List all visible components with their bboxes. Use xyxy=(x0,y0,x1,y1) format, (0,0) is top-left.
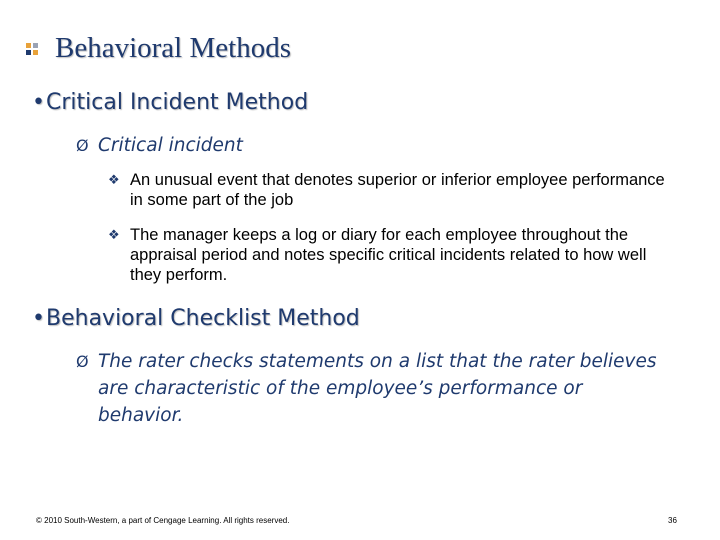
detail-point-text: An unusual event that denotes superior or inferior employee performance in some part of the job xyxy=(130,171,665,209)
diamond-bullet-icon: ❖ xyxy=(108,227,120,242)
arrow-bullet-icon: Ø xyxy=(76,136,89,155)
sub-point-text: The rater checks statements on a list that the rater believes are characteristic of the employee’s performance or behavior. xyxy=(98,351,657,426)
detail-point-1 xyxy=(108,170,668,210)
detail-point-text: The manager keeps a log or diary for each employee throughout the appraisal period and notes specific critical incidents related to how well they perform. xyxy=(130,226,647,284)
section-heading-text: Critical Incident Method xyxy=(46,90,309,115)
page-number: 36 xyxy=(668,516,677,525)
bullet-icon: • xyxy=(32,306,45,331)
section-heading-behavioral-checklist xyxy=(32,306,360,331)
title-icon-square-3 xyxy=(26,50,31,55)
sub-point-text: Critical incident xyxy=(98,135,243,156)
footer-copyright: © 2010 South-Western, a part of Cengage Learning. All rights reserved. xyxy=(36,516,290,525)
diamond-bullet-icon: ❖ xyxy=(108,172,120,187)
title-icon-square-4 xyxy=(33,50,38,55)
title-icon-square-1 xyxy=(26,43,31,48)
detail-point-2 xyxy=(108,225,668,285)
section-heading-critical-incident xyxy=(32,90,308,115)
slide-title: Behavioral Methods xyxy=(55,32,291,64)
sub-point-behavioral-checklist xyxy=(76,348,666,429)
sub-point-critical-incident xyxy=(76,132,636,159)
title-icon xyxy=(26,43,39,57)
title-icon-square-2 xyxy=(33,43,38,48)
bullet-icon: • xyxy=(32,90,45,115)
section-heading-text: Behavioral Checklist Method xyxy=(46,306,360,331)
arrow-bullet-icon: Ø xyxy=(76,352,89,371)
